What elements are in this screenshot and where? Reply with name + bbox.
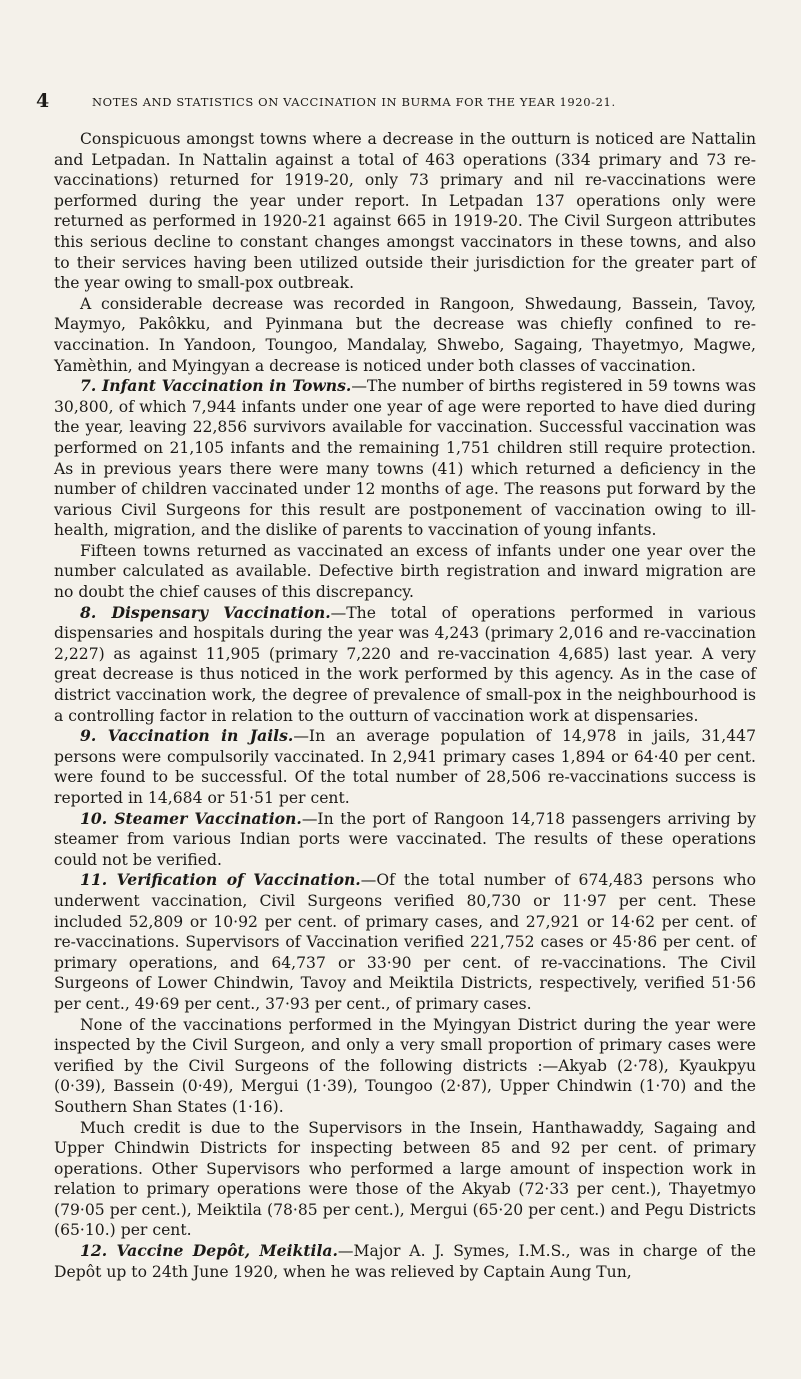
paragraph: Fifteen towns returned as vaccinated an excess of infants under one year over the number calculated as available. Defective birth registration and inward migration are no doubt the chief causes of this discrepancy. xyxy=(54,541,756,602)
page-number: 4 xyxy=(36,90,50,112)
paragraph: A considerable decrease was recorded in Rangoon, Shwedaung, Bassein, Tavoy, Maymyo, Pakôkku, and Pyinmana but the decrease was chiefly confined to re-vaccination. In Yandoon, Toungoo, Mandalay, Shwebo, Sagaing, Thayetmyo, Magwe, Yamèthin, and Myingyan a decrease is noticed under both classes of vaccination. xyxy=(54,294,756,375)
paragraph: None of the vaccinations performed in the Myingyan District during the year were inspected by the Civil Surgeon, and only a very small proportion of primary cases were verified by the Civil Surgeons of the following districts :—Akyab (2·78), Kyaukpyu (0·39), Bassein (0·49), Mergui (1·39), Toungoo (2·87), Upper Chindwin (1·70) and the Southern Shan States (1·16). xyxy=(54,1015,756,1116)
section-12-vaccine-depot: 12. Vaccine Depôt, Meiktila.—Major A. J. Symes, I.M.S., was in charge of the Depôt up to 24th June 1920, when he was relieved by Captain Aung Tun, xyxy=(54,1241,756,1281)
section-11-verification: 11. Verification of Vaccination.—Of the total number of 674,483 persons who underwent vaccination, Civil Surgeons verified 80,730 or 11·97 per cent. These included 52,809 or 10·92 per cent. of primary cases, and 27,921 or 14·62 per cent. of re-vaccinations. Supervisors of Vaccination verified 221,752 cases or 45·86 per cent. of primary operations, and 64,737 or 33·90 per cent. of re-vaccinations. The Civil Surgeons of Lower Chindwin, Tavoy and Meiktila Districts, respectively, verified 51·56 per cent., 49·69 per cent., 37·93 per cent., of primary cases. xyxy=(54,870,756,1013)
section-heading: 9. Vaccination in Jails. xyxy=(80,726,294,746)
section-heading: 11. Verification of Vaccination. xyxy=(80,870,361,890)
section-heading: 12. Vaccine Depôt, Meiktila. xyxy=(80,1241,338,1261)
section-heading: 7. Infant Vaccination in Towns. xyxy=(80,376,352,396)
section-heading: 10. Steamer Vaccination. xyxy=(80,808,302,828)
section-heading: 8. Dispensary Vaccination. xyxy=(80,602,331,622)
paragraph: Much credit is due to the Supervisors in the Insein, Hanthawaddy, Sagaing and Upper Chindwin Districts for inspecting between 85 and 92 per cent. of primary operations. Other Supervisors who performed a large amount of inspection work in relation to primary operations were those of the Akyab (72·33 per cent.), Thayetmyo (79·05 per cent.), Meiktila (78·85 per cent.), Mergui (65·20 per cent.) and Pegu Districts (65·10.) per cent. xyxy=(54,1118,756,1240)
page-header xyxy=(36,90,765,112)
section-7-infant-vaccination: 7. Infant Vaccination in Towns.—The number of births registered in 59 towns was 30,800, of which 7,944 infants under one year of age were reported to have died during the year, leaving 22,856 survivors available for vaccination. Successful vaccination was performed on 21,105 infants and the remaining 1,751 children still require protection. As in previous years there were many towns (41) which returned a deficiency in the number of children vaccinated under 12 months of age. The reasons put forward by the various Civil Surgeons for this result are postponement of vaccination owing to ill-health, migration, and the dislike of parents to vaccination of young infants. xyxy=(54,376,756,540)
running-title: NOTES AND STATISTICS ON VACCINATION IN BURMA FOR THE YEAR 1920-21. xyxy=(92,95,616,109)
body-text xyxy=(54,129,756,1282)
paragraph: Conspicuous amongst towns where a decrease in the outturn is noticed are Nattalin and Letpadan. In Nattalin against a total of 463 operations (334 primary and 73 re-vaccinations) returned for 1919-20, only 73 primary and nil re-vaccinations were performed during the year under report. In Letpadan 137 operations only were returned as performed in 1920-21 against 665 in 1919-20. The Civil Surgeon attributes this serious decline to constant changes amongst vaccinators in these towns, and also to their services having been utilized outside their jurisdiction for the greater part of the year owing to small-pox outbreak. xyxy=(54,130,756,293)
section-9-vaccination-in-jails: 9. Vaccination in Jails.—In an average population of 14,978 in jails, 31,447 persons were compulsorily vaccinated. In 2,941 primary cases 1,894 or 64·40 per cent. were found to be successful. Of the total number of 28,506 re-vaccinations success is reported in 14,684 or 51·51 per cent. xyxy=(54,726,756,807)
section-10-steamer-vaccination: 10. Steamer Vaccination.—In the port of Rangoon 14,718 passengers arriving by steamer from various Indian ports were vaccinated. The results of these operations could not be verified. xyxy=(54,808,756,869)
section-8-dispensary-vaccination: 8. Dispensary Vaccination.—The total of operations performed in various dispensaries and hospitals during the year was 4,243 (primary 2,016 and re-vaccination 2,227) as against 11,905 (primary 7,220 and re-vaccination 4,685) last year. A very great decrease is thus noticed in the work performed by this agency. As in the case of district vaccination work, the degree of prevalence of small-pox in the neighbourhood is a controlling factor in relation to the outturn of vaccination work at dispensaries. xyxy=(54,602,756,725)
